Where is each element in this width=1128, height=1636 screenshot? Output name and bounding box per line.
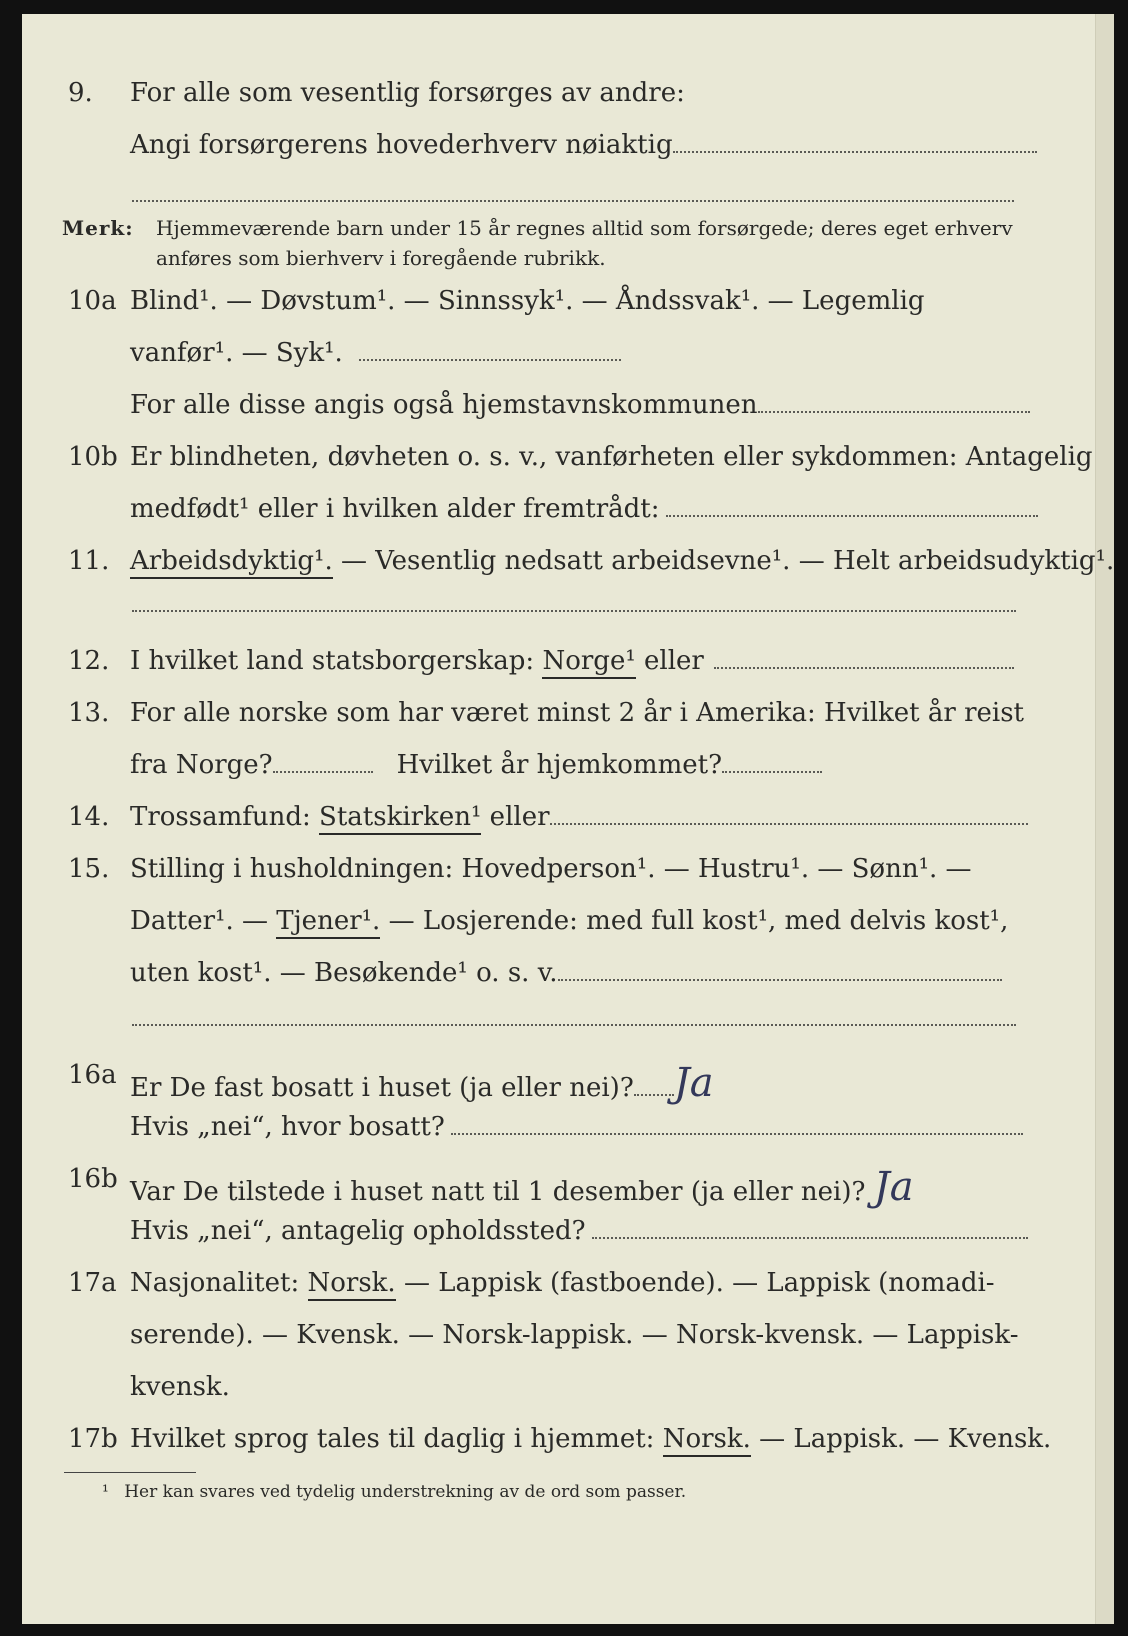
item-number: 17a xyxy=(68,1268,117,1298)
item-text: serende). — Kvensk. — Norsk-lappisk. — Norsk-kvensk. — Lappisk- xyxy=(130,1320,1019,1350)
answer-line[interactable] xyxy=(132,1024,1016,1026)
answer-field[interactable] xyxy=(666,515,1038,517)
item-text: For alle disse angis også hjemstavnskommunen xyxy=(130,390,758,420)
answer-field[interactable] xyxy=(550,823,1028,825)
item-text: Datter¹. — xyxy=(130,906,277,936)
answer-line[interactable] xyxy=(132,200,1014,202)
item-number: 12. xyxy=(68,646,110,676)
item-text: uten kost¹. — Besøkende¹ o. s. v. xyxy=(130,958,558,988)
merk-text: anføres som bierhverv i foregående rubrikk. xyxy=(156,246,606,270)
item-number: 16a xyxy=(68,1060,117,1090)
item-number: 14. xyxy=(68,802,110,832)
item-text: Trossamfund: xyxy=(130,802,311,832)
item-text: Er De fast bosatt i huset (ja eller nei)? xyxy=(130,1073,634,1103)
item-text: Blind¹. — Døvstum¹. — Sinnssyk¹. — Åndssvak¹. — Legemlig xyxy=(130,286,925,316)
item-text: Hvis „nei“, hvor bosatt? xyxy=(130,1112,445,1142)
item-text: vanfør¹. — Syk¹. xyxy=(130,338,343,368)
item-number: 15. xyxy=(68,854,110,884)
item-text: Hvis „nei“, antagelig opholdssted? xyxy=(130,1216,586,1246)
footnote-text: Her kan svares ved tydelig understrekning av de ord som passer. xyxy=(124,1482,687,1502)
footnote xyxy=(102,1482,686,1502)
item-number: 13. xyxy=(68,698,110,728)
item-number: 16b xyxy=(68,1164,118,1194)
item-text: eller xyxy=(481,802,550,832)
item-number: 11. xyxy=(68,546,110,576)
item-text: kvensk. xyxy=(130,1372,230,1402)
item-text: — Vesentlig nedsatt arbeidsevne¹. — Helt arbeidsudyktig¹. xyxy=(332,546,1115,576)
answer-field[interactable] xyxy=(273,771,373,773)
underlined-answer[interactable]: Norsk. xyxy=(308,1268,396,1301)
answer-field[interactable] xyxy=(722,771,822,773)
item-number: 9. xyxy=(68,78,93,108)
answer-field[interactable] xyxy=(758,411,1030,413)
answer-field[interactable] xyxy=(673,151,1037,153)
item-number: 10a xyxy=(68,286,117,316)
answer-line[interactable] xyxy=(132,610,1016,612)
item-text: medfødt¹ eller i hvilken alder fremtrådt: xyxy=(130,494,660,524)
item-text: eller xyxy=(635,646,704,676)
answer-field[interactable] xyxy=(451,1133,1023,1135)
underlined-answer[interactable]: Tjener¹. xyxy=(276,906,380,939)
underlined-answer[interactable]: Norge¹ xyxy=(542,646,635,679)
census-form-page xyxy=(22,14,1114,1624)
answer-field[interactable] xyxy=(558,979,1002,981)
answer-field[interactable] xyxy=(714,667,1014,669)
item-text: I hvilket land statsborgerskap: xyxy=(130,646,535,676)
item-number: 10b xyxy=(68,442,118,472)
handwritten-answer[interactable]: Ja xyxy=(873,1164,914,1210)
item-text: — Lappisk (fastboende). — Lappisk (nomadi- xyxy=(395,1268,995,1298)
merk-text: Hjemmeværende barn under 15 år regnes alltid som forsørgede; deres eget erhverv xyxy=(156,216,1013,240)
item-text: Nasjonalitet: xyxy=(130,1268,308,1298)
answer-field[interactable] xyxy=(359,359,621,361)
merk-label: Merk: xyxy=(62,216,134,240)
footnote-rule xyxy=(64,1472,196,1473)
item-text: For alle som vesentlig forsørges av andre: xyxy=(130,78,685,108)
item-text: Stilling i husholdningen: Hovedperson¹. — Hustru¹. — Sønn¹. — xyxy=(130,854,972,884)
answer-field[interactable] xyxy=(592,1237,1028,1239)
item-text: — Lappisk. — Kvensk. xyxy=(750,1424,1052,1454)
item-number: 17b xyxy=(68,1424,118,1454)
item-text: Hvilket år hjemkommet? xyxy=(396,750,723,780)
underlined-answer[interactable]: Arbeidsdyktig¹. xyxy=(130,546,333,579)
footnote-marker: ¹ xyxy=(102,1482,109,1502)
page-edge xyxy=(1095,14,1114,1624)
underlined-answer[interactable]: Statskirken¹ xyxy=(319,802,481,835)
item-text: Var De tilstede i huset natt til 1 desember (ja eller nei)? xyxy=(130,1177,866,1207)
item-text: For alle norske som har været minst 2 år i Amerika: Hvilket år reist xyxy=(130,698,1024,728)
handwritten-answer[interactable]: Ja xyxy=(673,1060,714,1106)
item-text: Er blindheten, døvheten o. s. v., vanførheten eller sykdommen: Antagelig xyxy=(130,442,1093,472)
item-text: Angi forsørgerens hovederhverv nøiaktig xyxy=(130,130,673,160)
item-text: — Losjerende: med full kost¹, med delvis kost¹, xyxy=(380,906,1009,936)
item-text: Hvilket sprog tales til daglig i hjemmet: xyxy=(130,1424,663,1454)
underlined-answer[interactable]: Norsk. xyxy=(663,1424,751,1457)
item-text: fra Norge? xyxy=(130,750,273,780)
